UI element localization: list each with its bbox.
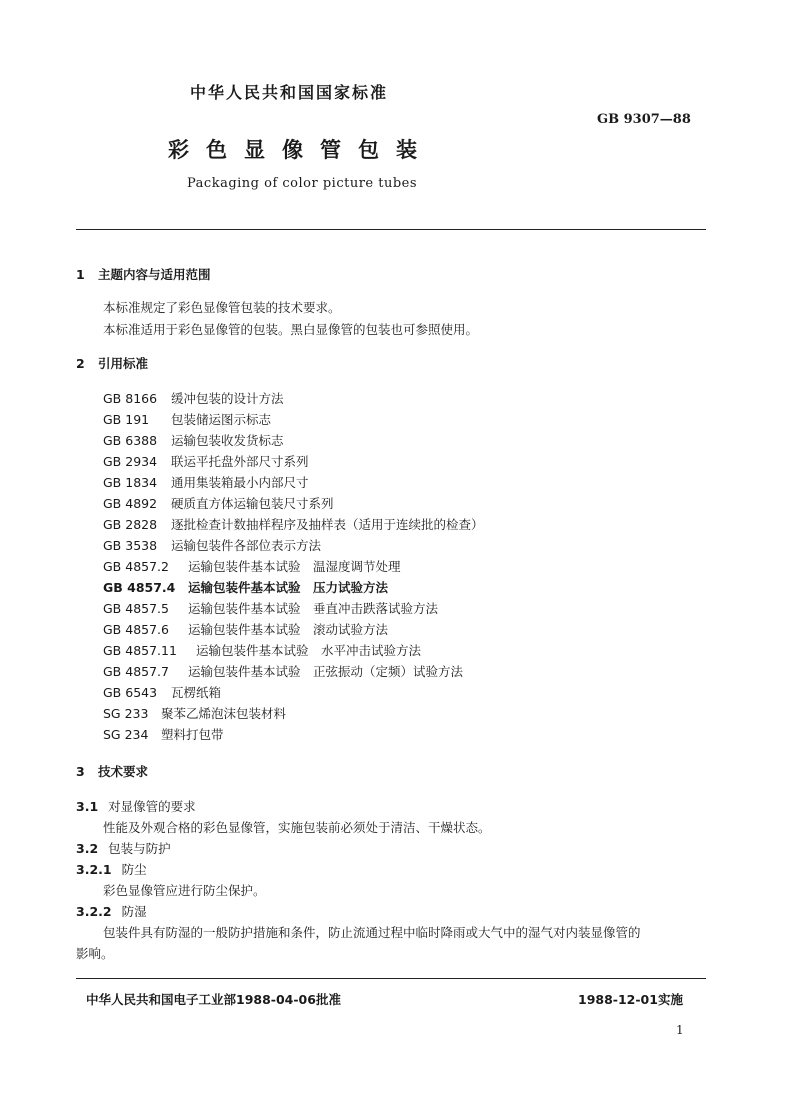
reference-title: 联运平托盘外部尺寸系列 xyxy=(171,454,309,469)
reference-code: GB 1834 xyxy=(103,475,158,490)
subsection-title: 防尘 xyxy=(121,862,147,877)
reference-code: GB 4857.5 xyxy=(103,601,169,616)
subsection-3-2 xyxy=(76,839,171,857)
reference-code: GB 2934 xyxy=(103,454,158,469)
reference-title: 硬质直方体运输包装尺寸系列 xyxy=(171,496,334,511)
reference-title: 塑料打包带 xyxy=(161,727,224,742)
reference-code: GB 4857.7 xyxy=(103,664,169,679)
reference-title: 瓦楞纸箱 xyxy=(171,685,222,700)
reference-item xyxy=(103,725,224,743)
paragraph: 性能及外观合格的彩色显像管，实施包装前必须处于清洁、干燥状态。 xyxy=(103,820,491,835)
reference-item xyxy=(103,599,438,617)
section-2-heading xyxy=(76,354,148,372)
reference-code: GB 6388 xyxy=(103,433,158,448)
subsection-number: 3.2 xyxy=(76,841,99,856)
reference-item xyxy=(103,704,286,722)
reference-code: GB 191 xyxy=(103,412,150,427)
subsection-3-2-1 xyxy=(76,860,147,878)
section-title: 引用标准 xyxy=(98,356,149,371)
subsection-number: 3.2.2 xyxy=(76,904,112,919)
section-3-heading xyxy=(76,762,148,780)
header-divider xyxy=(76,229,706,230)
subsection-number: 3.1 xyxy=(76,799,99,814)
reference-code: GB 4857.2 xyxy=(103,559,169,574)
reference-item xyxy=(103,452,309,470)
section-title: 主题内容与适用范围 xyxy=(98,267,211,282)
implementation-date: 1988-12-01实施 xyxy=(578,992,683,1007)
paragraph: 彩色显像管应进行防尘保护。 xyxy=(103,883,266,898)
subsection-3-1 xyxy=(76,797,196,815)
reference-code: GB 3538 xyxy=(103,538,158,553)
section-number: 1 xyxy=(76,267,85,282)
paragraph: 包装件具有防湿的一般防护措施和条件，防止流通过程中临时降雨或大气中的湿气对内装显像管的 xyxy=(103,925,641,940)
reference-title: 运输包装件基本试验 垂直冲击跌落试验方法 xyxy=(188,601,439,616)
section-1-heading xyxy=(76,265,211,283)
document-title: 彩色显像管包装 xyxy=(168,138,434,162)
reference-code: GB 8166 xyxy=(103,391,158,406)
reference-title: 运输包装件基本试验 温湿度调节处理 xyxy=(188,559,401,574)
paragraph: 本标准适用于彩色显像管的包装。黑白显像管的包装也可参照使用。 xyxy=(103,322,479,337)
reference-item xyxy=(103,431,284,449)
approval-line: 中华人民共和国电子工业部1988-04-06批准 xyxy=(86,992,341,1007)
reference-title: 运输包装件基本试验 正弦振动（定频）试验方法 xyxy=(188,664,464,679)
subsection-title: 防湿 xyxy=(121,904,147,919)
reference-item xyxy=(103,641,421,659)
subsection-number: 3.2.1 xyxy=(76,862,112,877)
reference-title: 运输包装件基本试验 压力试验方法 xyxy=(188,580,389,595)
reference-title: 运输包装件各部位表示方法 xyxy=(171,538,322,553)
reference-code: GB 6543 xyxy=(103,685,158,700)
document-title-english: Packaging of color picture tubes xyxy=(187,176,418,191)
reference-item xyxy=(103,494,334,512)
standard-code: GB 9307—88 xyxy=(597,112,691,127)
section-number: 3 xyxy=(76,764,85,779)
reference-item xyxy=(103,389,284,407)
national-standard-heading: 中华人民共和国国家标准 xyxy=(190,83,389,102)
footer-divider xyxy=(76,978,706,979)
reference-code: SG 234 xyxy=(103,727,149,742)
subsection-title: 对显像管的要求 xyxy=(108,799,196,814)
reference-item xyxy=(103,620,388,638)
paragraph: 本标准规定了彩色显像管包装的技术要求。 xyxy=(103,300,341,315)
reference-item xyxy=(103,557,401,575)
page-number: 1 xyxy=(676,1023,684,1037)
reference-title: 逐批检查计数抽样程序及抽样表（适用于连续批的检查） xyxy=(171,517,484,532)
section-number: 2 xyxy=(76,356,85,371)
reference-title: 运输包装件基本试验 滚动试验方法 xyxy=(188,622,389,637)
reference-title: 运输包装件基本试验 水平冲击试验方法 xyxy=(196,643,422,658)
reference-code: GB 2828 xyxy=(103,517,158,532)
paragraph-continuation: 影响。 xyxy=(76,946,114,961)
reference-item xyxy=(103,683,221,701)
reference-item xyxy=(103,410,271,428)
reference-title: 缓冲包装的设计方法 xyxy=(171,391,284,406)
reference-item xyxy=(103,536,321,554)
reference-item xyxy=(103,473,309,491)
reference-title: 通用集装箱最小内部尺寸 xyxy=(171,475,309,490)
reference-code: GB 4857.4 xyxy=(103,580,176,595)
reference-code: GB 4892 xyxy=(103,496,158,511)
reference-title: 运输包装收发货标志 xyxy=(171,433,284,448)
reference-title: 包装储运图示标志 xyxy=(171,412,272,427)
subsection-3-2-2 xyxy=(76,902,147,920)
section-title: 技术要求 xyxy=(98,764,149,779)
reference-code: GB 4857.6 xyxy=(103,622,169,637)
reference-title: 聚苯乙烯泡沫包装材料 xyxy=(161,706,287,721)
reference-item xyxy=(103,578,388,596)
reference-item xyxy=(103,515,484,533)
subsection-title: 包装与防护 xyxy=(108,841,171,856)
reference-code: GB 4857.11 xyxy=(103,643,177,658)
reference-code: SG 233 xyxy=(103,706,149,721)
reference-item xyxy=(103,662,463,680)
